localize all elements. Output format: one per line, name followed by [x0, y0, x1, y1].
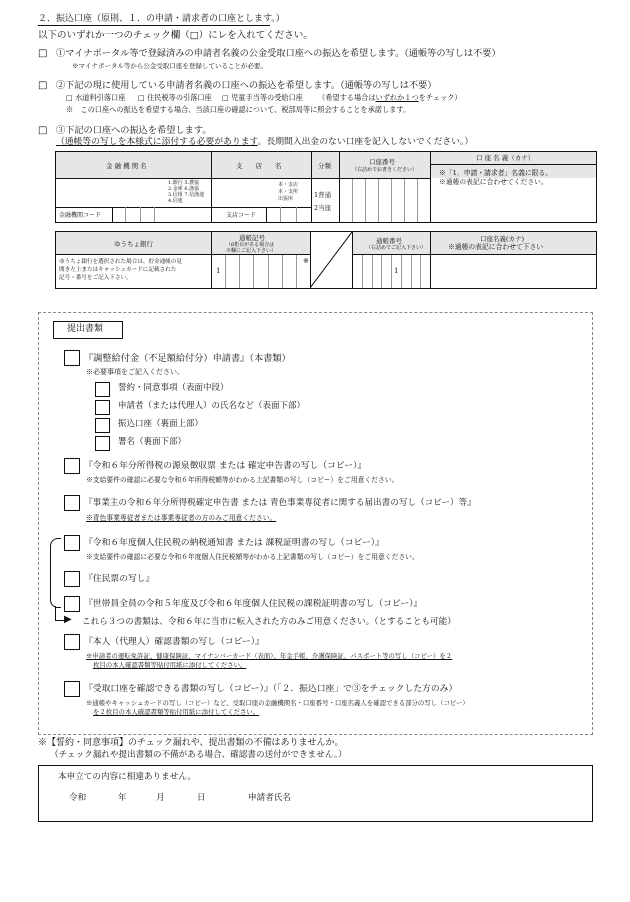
- divider: [266, 207, 267, 222]
- yucho-symbol-field[interactable]: [212, 255, 310, 288]
- doc2-checkbox[interactable]: [64, 458, 80, 474]
- doc7-checkbox[interactable]: [64, 634, 80, 650]
- doc1-item1-checkbox[interactable]: [95, 382, 110, 397]
- bank-type-2: 2.金庫 6.漁協: [168, 186, 200, 192]
- doc7-note-1: ※申請者の運転免許証、健康保険証、マイナンバーカード（表面）、年金手帳、介護保険証、パスポート等の写し（コピー）を２: [86, 652, 453, 660]
- bank-code-field[interactable]: [112, 207, 168, 222]
- branch-code-field[interactable]: [266, 207, 311, 222]
- instruction: 以下のいずれか一つのチェック欄（□）にレを入れてください。: [38, 30, 313, 41]
- doc1-item2-label: 申請者（または代理人）の氏名など（表面下部）: [118, 401, 306, 411]
- doc1-item4-checkbox[interactable]: [95, 436, 110, 451]
- divider: [211, 152, 212, 222]
- yucho-number-sub: （右詰めでご記入下さい）: [366, 245, 427, 251]
- divider: [311, 152, 312, 222]
- type-ordinary: 1普通: [314, 191, 332, 199]
- divider: [430, 164, 596, 165]
- doc7-label: 『本人（代理人）確認書類の写し（コピー）』: [84, 637, 264, 647]
- opt1-note: ※マイナポータル等から公金受取口座を登録していることが必要。: [72, 62, 267, 70]
- doc6-checkbox[interactable]: [64, 596, 80, 612]
- holder-note-2: ※通帳の表記に合わせてください。: [439, 178, 548, 186]
- warning-line-1: ※【誓約・同意事項】のチェック漏れや、提出書類の不備はありませんか。: [38, 738, 344, 748]
- doc2-note: ※支給要件の確認に必要な令和６年所得税額等がわかる上記書類の写し（コピー）をご用意ください。: [86, 476, 399, 484]
- doc8-label: 『受取口座を確認できる書類の写し（コピー）』（「２．振込口座」で③をチェックした方のみ）: [84, 684, 458, 694]
- divider: [430, 232, 431, 288]
- holder-header: 口 座 名 義（カナ）: [476, 154, 535, 162]
- date-era-label: 令和: [69, 793, 87, 803]
- date-month-label: 月: [156, 793, 165, 803]
- yucho-symbol-header: 通帳記号: [239, 234, 265, 242]
- doc5-checkbox[interactable]: [64, 571, 80, 587]
- yucho-desc-3: 記号・番号をご記入下さい。: [59, 275, 132, 281]
- bank-type-1: 1.銀行 5.農協: [168, 180, 200, 186]
- account-number-header: 口座番号: [369, 158, 395, 166]
- divider: [430, 152, 431, 222]
- doc8-checkbox[interactable]: [64, 681, 80, 697]
- doc4-checkbox[interactable]: [64, 535, 80, 551]
- warning-line-2: （チェック漏れや提出書類の不備がある場合、確認書の送付ができません。）: [50, 750, 347, 760]
- divider: [310, 232, 311, 288]
- group-arrow-icon: ▶: [64, 614, 72, 625]
- group-note: これら３つの書類は、令和６年に当市に転入された方のみご用意ください。（とすることも可能）: [82, 617, 456, 627]
- opt2-water-checkbox[interactable]: □ 水道料引落口座: [66, 93, 126, 102]
- doc7-note-2: 枚目の本人確認書類等貼付用紙に添付してください。: [93, 661, 247, 669]
- opt3-checkbox[interactable]: □: [38, 125, 48, 136]
- yucho-desc-1: ゆうちょ銀行を選択された場合は、貯金通帳の見: [59, 259, 183, 265]
- doc4-label: 『令和６年度個人住民税の納税通知書 または 課税証明書の写し（コピー）』: [84, 538, 384, 548]
- opt1-checkbox[interactable]: □: [38, 48, 48, 59]
- section-title-underline: [38, 25, 270, 26]
- doc1-item1-label: 誓約・同意事項（表面中段）: [118, 383, 229, 393]
- opt3-text: ③下記の口座への振込を希望します。: [56, 125, 212, 136]
- yucho-label: ゆうちょ銀行: [114, 240, 153, 248]
- doc6-label: 『世帯員全員の令和５年度及び令和６年度個人住民税の課税証明書の写し（コピー）』: [84, 599, 423, 609]
- doc1-item4-label: 署名（裏面下部）: [118, 437, 187, 447]
- type-current: 2当座: [314, 204, 332, 212]
- section-title: ２．振込口座（原則、１．の申請・請求者の口座とします。）: [38, 14, 285, 24]
- opt1-text: ①マイナポータル等で登録済みの申請者名義の公金受取口座への振込を希望します。（通帳等の写しは不要）: [56, 48, 501, 59]
- doc1-label: 『調整給付金（不足額給付分）申請書』（本書類）: [84, 353, 291, 364]
- doc8-note-1: ※通帳やキャッシュカードの写し（コピー）など、受取口座の金融機関名・口座番号・口座名義人を確認できる部分の写し（コピー）: [86, 699, 469, 707]
- branch-type-3: 出張所: [278, 196, 294, 202]
- date-day-label: 日: [197, 793, 206, 803]
- doc1-item2-checkbox[interactable]: [95, 400, 110, 415]
- account-number-field[interactable]: [340, 179, 430, 222]
- doc1-item3-checkbox[interactable]: [95, 418, 110, 433]
- applicant-name-label: 申請者氏名: [248, 793, 291, 803]
- branch-type-1: 本・支店: [278, 182, 299, 188]
- opt2-tax-checkbox[interactable]: □ 住民税等の引落口座: [138, 93, 212, 102]
- yucho-desc-2: 開き左上またはキャッシュカードに記載された: [59, 267, 177, 273]
- opt2-sub-note: （希望する場合はいずれか１つをチェック）: [318, 93, 462, 102]
- doc1-item3-label: 振込口座（裏面上部）: [118, 419, 204, 429]
- yucho-number-header: 通帳番号: [376, 237, 402, 245]
- opt3-note: （通帳等の写しを本様式に添付する必要があります。長期間入出金のない口座を記入しないでください。）: [56, 137, 474, 147]
- yucho-symbol-sub1: （6桁目がある場合は: [226, 242, 275, 248]
- signature-statement: 本申立ての内容に相違ありません。: [58, 772, 197, 782]
- yucho-holder-header: 口座名義(カナ): [480, 235, 525, 243]
- bank-type-4: 4.信連: [168, 198, 183, 204]
- opt2-checkbox[interactable]: □: [38, 80, 48, 91]
- opt2-text: ②下記の現に使用している申請者名義の口座への振込を希望します。（通帳等の写しは不要）: [56, 80, 437, 91]
- doc3-checkbox[interactable]: [64, 495, 80, 511]
- group-bracket: [50, 538, 61, 608]
- documents-title: 提出書類: [67, 324, 104, 334]
- group-arrow-stem: [55, 606, 56, 620]
- doc4-note: ※支給要件の確認に必要な令和６年度個人住民税額等がわかる上記書類の写し（コピー）をご用意ください。: [86, 553, 419, 561]
- doc1-checkbox[interactable]: [64, 350, 80, 366]
- yucho-number-field[interactable]: [353, 255, 430, 288]
- holder-note-1: ※「1．申請・請求者」名義に限る。: [439, 169, 553, 177]
- bank-code-label: 金融機関コード: [59, 212, 102, 219]
- yucho-star-mark: ※: [303, 257, 309, 265]
- doc5-label: 『住民票の写し』: [84, 574, 155, 584]
- branch-name-header: 支 店 名: [236, 162, 282, 170]
- yucho-mid-digit: 1: [394, 267, 399, 275]
- bank-name-header: 金 融 機 関 名: [106, 162, 147, 170]
- doc3-label: 『事業主の令和６年分所得税確定申告書 または 青色事業専従者に関する届出書の写し（コピー）等』: [84, 498, 476, 508]
- branch-code-label: 支店コード: [226, 212, 257, 219]
- doc2-label: 『令和６年分所得税の源泉徴収票 または 確定申告書の写し（コピー）』: [84, 461, 367, 471]
- doc3-note: ※青色事業専従者または事業専従者の方のみご用意ください。: [86, 514, 277, 522]
- doc8-note-2: を２枚目の本人確認書類等貼付用紙に添付してください。: [93, 708, 260, 716]
- account-number-subheader: （右詰めでお書きください）: [352, 167, 418, 173]
- doc1-note: ※必要事項をご記入ください。: [86, 368, 184, 376]
- bank-type-3: 3.信組 7.信漁連: [168, 192, 205, 198]
- divider: [112, 207, 113, 222]
- opt2-warning: ※ この口座への振込を希望する場合、当該口座の確認について、税部局等に照会することを承諾します。: [66, 105, 411, 114]
- yucho-table: [55, 231, 597, 289]
- yucho-symbol-sub2: ※欄にご記入下さい）: [226, 248, 277, 254]
- yucho-diagonal-line: [310, 232, 352, 288]
- yucho-first-digit: 1: [216, 267, 221, 275]
- bank-table: [55, 151, 597, 223]
- yucho-holder-note: ※通帳の表記に合わせて下さい: [448, 243, 544, 251]
- branch-type-2: 本・支所: [278, 189, 299, 195]
- date-year-label: 年: [118, 793, 127, 803]
- account-type-header: 分類: [318, 162, 331, 170]
- opt2-child-checkbox[interactable]: □ 児童手当等の受給口座: [222, 93, 303, 102]
